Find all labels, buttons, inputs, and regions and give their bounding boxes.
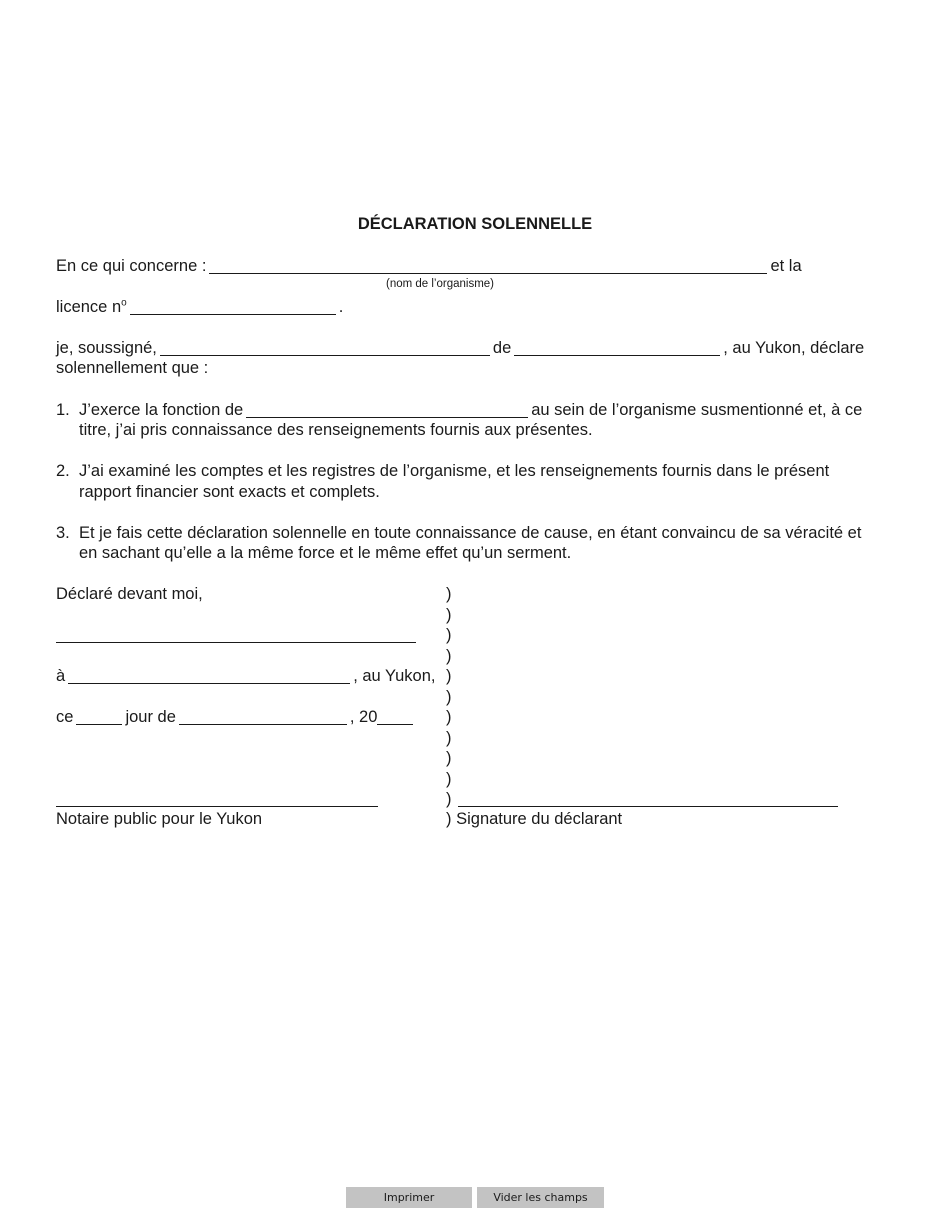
paren: ) [446,626,452,644]
date-line [56,707,416,727]
licence-line [56,297,343,317]
function-field[interactable] [246,403,528,418]
item-text: Et je fais cette déclaration solennelle en toute connaissance de cause, en étant convaincu de sa véracité et [79,524,862,542]
declarant-city-field[interactable] [514,341,720,356]
organization-name-field[interactable] [209,259,767,274]
paren: ) [446,749,452,767]
paren: ) [446,667,452,685]
paren: ) [446,729,452,747]
declarant-prefix: je, soussigné, [56,339,157,357]
licence-sup: o [121,297,127,309]
organization-prefix: En ce qui concerne : [56,257,207,275]
organization-suffix: et la [770,257,802,275]
item-number: 1. [56,401,70,419]
licence-suffix: . [338,298,344,316]
organization-line [56,256,802,276]
sworn-before-label: Déclaré devant moi, [56,585,203,603]
organization-hint: (nom de l’organisme) [386,278,495,290]
month-field[interactable] [179,710,347,725]
paren: ) [446,810,452,828]
place-field[interactable] [68,669,350,684]
date-jour-de: jour de [125,708,176,726]
paren: ) [446,708,452,726]
signature-label-line [446,809,622,829]
commissioner-field[interactable] [56,628,416,643]
list-item [56,400,862,420]
declarant-name-field[interactable] [160,341,490,356]
licence-prefix: licence n [56,298,122,316]
commissioner-line [56,625,419,645]
item-text: au sein de l’organisme susmentionné et, à ce [531,401,863,419]
signature-line [446,789,841,809]
day-field[interactable] [76,710,122,725]
item-text: rapport financier sont exacts et complets. [79,483,380,501]
item-text: J’exerce la fonction de [79,401,244,419]
date-ce: ce [56,708,74,726]
notary-signature-field[interactable] [56,792,378,807]
notary-label: Notaire public pour le Yukon [56,810,263,828]
date-year-prefix: , 20 [349,708,378,726]
list-item [56,461,829,481]
item-number: 2. [56,462,70,480]
item-text: titre, j’ai pris connaissance des renseignements fournis aux présentes. [79,421,593,439]
place-prefix: à [56,667,66,685]
year-field[interactable] [377,710,413,725]
declarant-signature-field[interactable] [458,792,838,807]
paren: ) [446,688,452,706]
print-button[interactable]: Imprimer [346,1187,472,1208]
declarant-de: de [492,339,512,357]
signature-label: Signature du déclarant [456,810,623,828]
item-text: en sachant qu’elle a la même force et le même effet qu’un serment. [79,544,572,562]
notary-signature-line [56,789,381,809]
page-title: DÉCLARATION SOLENNELLE [357,215,593,233]
item-text: J’ai examiné les comptes et les registres de l’organisme, et les renseignements fournis dans le présent [79,462,830,480]
place-suffix: , au Yukon, [353,667,436,685]
declarant-line [56,338,864,358]
item-number: 3. [56,524,70,542]
paren: ) [446,606,452,624]
declarant-line2: solennellement que : [56,359,209,377]
paren: ) [446,585,452,603]
list-item [56,523,861,543]
place-line [56,666,435,686]
declarant-suffix: , au Yukon, déclare [723,339,865,357]
paren: ) [446,790,452,808]
clear-fields-button[interactable]: Vider les champs [477,1187,604,1208]
paren: ) [446,770,452,788]
licence-number-field[interactable] [130,300,336,315]
paren: ) [446,647,452,665]
